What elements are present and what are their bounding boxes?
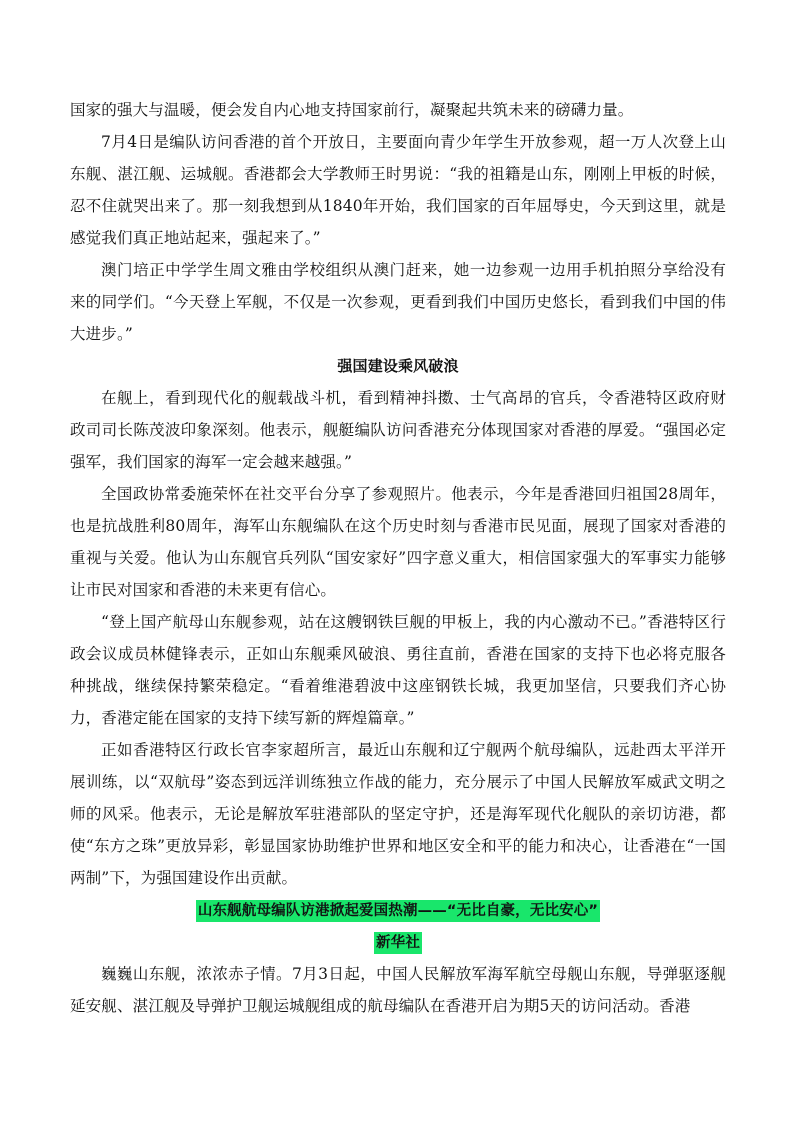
- article-title-row: [70, 894, 726, 926]
- paragraph-article-intro: 巍巍山东舰，浓浓赤子情。7月3日起，中国人民解放军海军航空母舰山东舰，导弹驱逐舰延安舰、湛江舰及导弹护卫舰运城舰组成的航母编队在香港开启为期5天的访问活动。香港: [70, 965, 726, 1015]
- section-heading: 强国建设乘风破浪: [337, 357, 459, 375]
- article-source-row: [70, 926, 726, 958]
- paragraph-macau-student: 澳门培正中学学生周文雅由学校组织从澳门赶来，她一边参观一边用手机拍照分享给没有来的同学们。“今天登上军舰，不仅是一次参观，更看到我们中国历史悠长，看到我们中国的伟大进步。”: [70, 261, 726, 343]
- paragraph-continuation: 国家的强大与温暖，便会发自内心地支持国家前行，凝聚起共筑未来的磅礴力量。: [70, 101, 634, 119]
- article-source: 新华社: [374, 932, 422, 954]
- paragraph-open-day: 7月4日是编队访问香港的首个开放日，主要面向青少年学生开放参观，超一万人次登上山东舰、湛江舰、运城舰。香港都会大学教师王时男说：“我的祖籍是山东，刚刚上甲板的时候，忍不住就哭出来了。那一刻我想到从1840年开始，我们国家的百年屈辱史，今天到这里，就是感觉我们真正地站起来，强起来了。”: [70, 133, 726, 247]
- document-body: [70, 94, 726, 1022]
- article-title: 山东舰航母编队访港掀起爱国热潮——“无比自豪，无比安心”: [196, 900, 600, 922]
- paragraph-chief-executive: 正如香港特区行政长官李家超所言，最近山东舰和辽宁舰两个航母编队，远赴西太平洋开展训练，以“双航母”姿态到远洋训练独立作战的能力，充分展示了中国人民解放军威武文明之师的风采。他表示，无论是解放军驻港部队的坚定守护，还是海军现代化舰队的亲切访港，都使“东方之珠”更放异彩，彰显国家协助维护世界和地区安全和平的能力和决心，让香港在“一国两制”下，为强国建设作出贡献。: [70, 741, 726, 887]
- paragraph-financial-secretary: 在舰上，看到现代化的舰载战斗机，看到精神抖擞、士气高昂的官兵，令香港特区政府财政司司长陈茂波印象深刻。他表示，舰艇编队访问香港充分体现国家对香港的厚爱。“强国必定强军，我们国家的海军一定会越来越强。”: [70, 389, 726, 471]
- paragraph-exco-member: “登上国产航母山东舰参观，站在这艘钢铁巨舰的甲板上，我的内心激动不已。”香港特区行政会议成员林健锋表示，正如山东舰乘风破浪、勇往直前，香港在国家的支持下也必将克服各种挑战，继续保持繁荣稳定。“看着维港碧波中这座钢铁长城，我更加坚信，只要我们齐心协力，香港定能在国家的支持下续写新的辉煌篇章。”: [70, 613, 726, 727]
- paragraph-cppcc-member: 全国政协常委施荣怀在社交平台分享了参观照片。他表示，今年是香港回归祖国28周年，也是抗战胜利80周年，海军山东舰编队在这个历史时刻与香港市民见面，展现了国家对香港的重视与关爱。他认为山东舰官兵列队“国安家好”四字意义重大，相信国家强大的军事实力能够让市民对国家和香港的未来更有信心。: [70, 485, 726, 599]
